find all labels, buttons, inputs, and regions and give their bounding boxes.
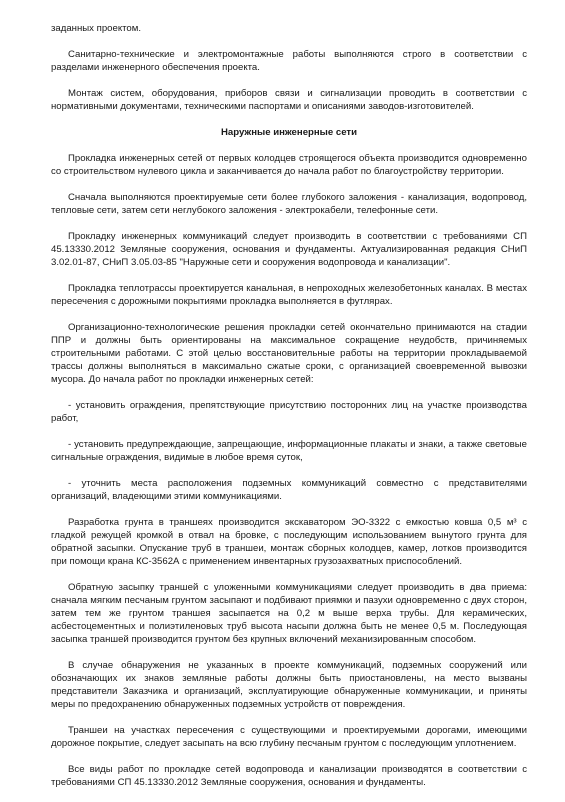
- list-item-fencing: - установить ограждения, препятствующие присутствию посторонних лиц на участке производства работ,: [51, 400, 527, 424]
- paragraph-laying-order: Прокладка инженерных сетей от первых колодцев строящегося объекта производится одновременно со строительством нулевого цикла и заканчивается до начала работ по благоустройству территории.: [51, 153, 527, 177]
- document-page: [51, 22, 527, 802]
- paragraph-road-crossings: Траншеи на участках пересечения с существующими и проектируемыми дорогами, имеющими дорожное покрытие, следует засыпать на всю глубину песчаным грунтом с последующим уплотнением.: [51, 725, 527, 749]
- list-item-signs: - установить предупреждающие, запрещающие, информационные плакаты и знаки, а также световые сигнальные ограждения, видимые в любое время суток,: [51, 439, 527, 463]
- paragraph-systems-installation: Монтаж систем, оборудования, приборов связи и сигнализации проводить в соответствии с нормативными документами, техническими паспортами и описаниями заводов-изготовителей.: [51, 88, 527, 112]
- paragraph-deep-networks-first: Сначала выполняются проектируемые сети более глубокого заложения - канализация, водопровод, тепловые сети, затем сети неглубокого заложения - электрокабели, телефонные сети.: [51, 192, 527, 216]
- paragraph-water-sewer-works: Все виды работ по прокладке сетей водопровода и канализации производятся в соответствии с требованиями СП 45.13330.2012 Земляные сооружения, основания и фундаменты.: [51, 764, 527, 788]
- list-item-utilities-locations: - уточнить места расположения подземных коммуникаций совместно с представителями организаций, владеющими этими коммуникациями.: [51, 478, 527, 502]
- paragraph-heating-main: Прокладка теплотрассы проектируется канальная, в непроходных железобетонных каналах. В местах пересечения с дорожными покрытиями прокладка выполняется в футлярах.: [51, 283, 527, 307]
- section-heading: Наружные инженерные сети: [220, 127, 358, 138]
- paragraph-excavation: Разработка грунта в траншеях производится экскаватором ЭО-3322 с емкостью ковша 0,5 м³ с гладкой режущей кромкой в отвал на бровке, с последующим использованием вынутого грунта для обратной засыпки. Опускание труб в траншеи, монтаж сборных колодцев, камер, лотков производится при помощи крана КС-3562А с применением инвентарных грузозахватных приспособлений.: [51, 517, 527, 567]
- paragraph-sanitary-works: Санитарно-технические и электромонтажные работы выполняются строго в соответствии с разделами инженерного обеспечения проекта.: [51, 49, 527, 73]
- paragraph-continuation: заданных проектом.: [51, 23, 142, 34]
- paragraph-organizational-solutions: Организационно-технологические решения прокладки сетей окончательно принимаются на стадии ППР и должны быть ориентированы на максимальное сокращение неудобств, причиняемых строительными работами. С этой целью восстановительные работы на территории прокладываемой трассы должны выполняться в максимально сжатые сроки, с организацией своевременной вывозки мусора. До начала работ по прокладки инженерных сетей:: [51, 322, 527, 385]
- paragraph-regulations: Прокладку инженерных коммуникаций следует производить в соответствии с требованиями СП 45.13330.2012 Земляные сооружения, основания и фундаменты. Актуализированная редакция СНиП 3.02.01-87, СНиП 3.05.03-85 "Наружные сети и сооружения водопровода и канализации".: [51, 231, 527, 268]
- paragraph-unknown-utilities: В случае обнаружения не указанных в проекте коммуникаций, подземных сооружений или обозначающих их знаков земляные работы должны быть приостановлены, на место вызваны представители Заказчика и организаций, эксплуатирующие обнаруженные коммуникации, и приняты меры по предохранению обнаруженных подземных устройств от повреждения.: [51, 660, 527, 710]
- paragraph-backfill: Обратную засыпку траншей с уложенными коммуникациями следует производить в два приема: сначала мягким песчаным грунтом засыпают и подбивают приямки и пазухи одновременно с двух сторон, затем тем же грунтом траншея засыпается на 0,2 м выше верха трубы. Для керамических, асбестоцементных и полиэтиленовых труб высота насыпи должна быть не менее 0,5 м. Последующая засыпка траншей производится грунтом без крупных включений механизированным способом.: [51, 582, 527, 645]
